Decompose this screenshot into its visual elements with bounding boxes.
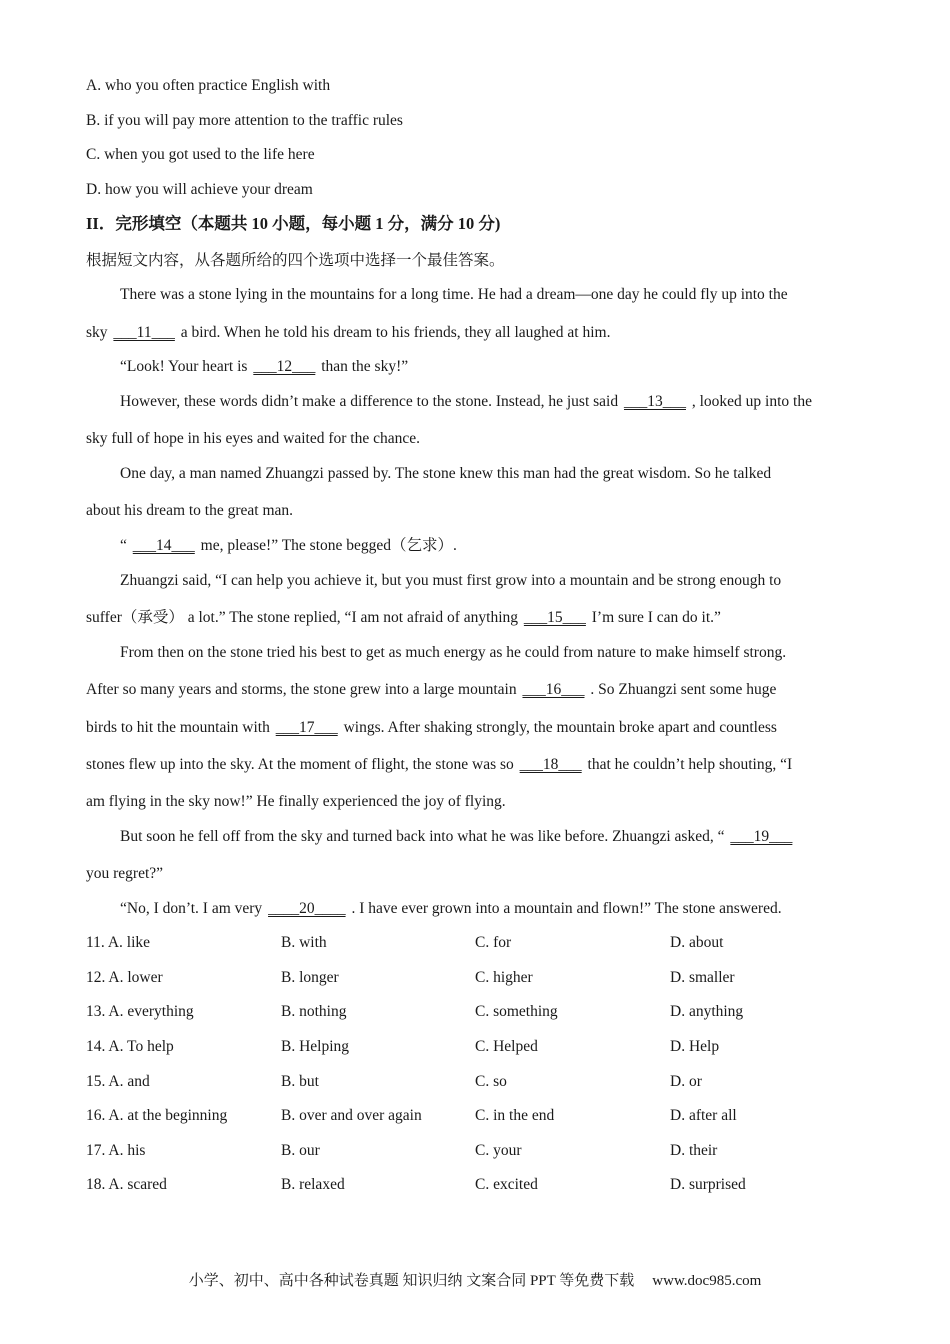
passage-line bbox=[86, 755, 792, 775]
text-span: stones flew up into the sky. At the moment of flight, the stone was so bbox=[86, 756, 518, 773]
prev-option-d: D. how you will achieve your dream bbox=[86, 181, 313, 198]
option-a: 18. A. scared bbox=[86, 1176, 167, 1193]
text-span: a bird. When he told his dream to his friends, they all laughed at him. bbox=[176, 324, 611, 341]
text-span: . I have ever grown into a mountain and flown!” The stone answered. bbox=[347, 900, 782, 917]
blank-14: ___14___ bbox=[132, 537, 195, 554]
option-a: 12. A. lower bbox=[86, 969, 163, 986]
option-c: C. for bbox=[475, 934, 512, 951]
option-a: 11. A. like bbox=[86, 934, 151, 951]
text-span: However, these words didn’t make a difference to the stone. Instead, he just said bbox=[120, 393, 622, 410]
text-span: “No, I don’t. I am very bbox=[120, 900, 267, 917]
question-row bbox=[86, 1037, 886, 1057]
passage-line bbox=[86, 718, 777, 738]
prev-option-c: C. when you got used to the life here bbox=[86, 146, 315, 163]
option-d: D. after all bbox=[670, 1107, 737, 1124]
option-b: B. relaxed bbox=[281, 1176, 345, 1193]
blank-16: ___16___ bbox=[522, 681, 585, 698]
option-d: D. anything bbox=[670, 1003, 744, 1020]
section-heading: II．完形填空（本题共 10 小题，每小题 1 分，满分 10 分) bbox=[86, 214, 501, 233]
passage-line bbox=[120, 827, 794, 847]
text-span: I’m sure I can do it.” bbox=[587, 609, 721, 626]
option-b: B. nothing bbox=[281, 1003, 347, 1020]
passage-line: There was a stone lying in the mountains for a long time. He had a dream—one day he could fly up into the bbox=[120, 286, 788, 303]
option-d: D. Help bbox=[670, 1038, 720, 1055]
text-span: , looked up into the bbox=[687, 393, 812, 410]
text-span: than the sky!” bbox=[317, 358, 409, 375]
question-row bbox=[86, 1175, 886, 1195]
text-span: “ bbox=[120, 537, 131, 554]
passage-line: One day, a man named Zhuangzi passed by. The stone knew this man had the great wisdom. So he talked bbox=[120, 465, 772, 482]
blank-20: ____20____ bbox=[268, 900, 346, 917]
option-d: D. smaller bbox=[670, 969, 735, 986]
passage-line: sky full of hope in his eyes and waited for the chance. bbox=[86, 430, 421, 447]
option-b: B. Helping bbox=[281, 1038, 350, 1055]
text-span: “Look! Your heart is bbox=[120, 358, 252, 375]
option-c: C. in the end bbox=[475, 1107, 555, 1124]
passage-line bbox=[120, 392, 812, 412]
option-b: B. but bbox=[281, 1073, 319, 1090]
blank-18: ___18___ bbox=[519, 756, 582, 773]
question-row bbox=[86, 1072, 886, 1092]
footer-text: 小学、初中、高中各种试卷真题 知识归纳 文案合同 PPT 等免费下载 bbox=[188, 1273, 635, 1289]
passage-line: you regret?” bbox=[86, 865, 164, 882]
option-c: C. Helped bbox=[475, 1038, 538, 1055]
option-c: C. so bbox=[475, 1073, 507, 1090]
passage-line: Zhuangzi said, “I can help you achieve it, but you must first grow into a mountain and be strong enough to bbox=[120, 572, 782, 589]
passage-line bbox=[86, 323, 610, 343]
blank-17: ___17___ bbox=[275, 719, 338, 736]
option-d: D. surprised bbox=[670, 1176, 746, 1193]
blank-15: ___15___ bbox=[523, 609, 586, 626]
blank-12: ___12___ bbox=[253, 358, 316, 375]
option-a: 14. A. To help bbox=[86, 1038, 174, 1055]
text-span: . So Zhuangzi sent some huge bbox=[586, 681, 777, 698]
passage-line bbox=[120, 899, 782, 919]
footer-url[interactable]: www.doc985.com bbox=[652, 1273, 762, 1289]
option-b: B. longer bbox=[281, 969, 339, 986]
text-span: sky bbox=[86, 324, 112, 341]
option-a: 17. A. his bbox=[86, 1142, 146, 1159]
passage-line bbox=[120, 536, 457, 556]
option-b: B. with bbox=[281, 934, 327, 951]
option-a: 16. A. at the beginning bbox=[86, 1107, 228, 1124]
prev-option-b: B. if you will pay more attention to the traffic rules bbox=[86, 112, 403, 129]
text-span: birds to hit the mountain with bbox=[86, 719, 274, 736]
text-span: suffer（承受） a lot.” The stone replied, “I am not afraid of anything bbox=[86, 609, 522, 626]
text-span: But soon he fell off from the sky and turned back into what he was like before. Zhuangzi asked, “ bbox=[120, 828, 729, 845]
option-c: C. your bbox=[475, 1142, 522, 1159]
option-d: D. their bbox=[670, 1142, 718, 1159]
text-span: me, please!” The stone begged（乞求）. bbox=[196, 537, 457, 554]
text-span: After so many years and storms, the stone grew into a large mountain bbox=[86, 681, 521, 698]
blank-13: ___13___ bbox=[623, 393, 686, 410]
text-span: wings. After shaking strongly, the mountain broke apart and countless bbox=[339, 719, 777, 736]
option-b: B. over and over again bbox=[281, 1107, 422, 1124]
question-row bbox=[86, 1002, 886, 1022]
question-row bbox=[86, 1106, 886, 1126]
blank-19: ___19___ bbox=[730, 828, 793, 845]
text-span: that he couldn’t help shouting, “I bbox=[583, 756, 793, 773]
option-c: C. excited bbox=[475, 1176, 538, 1193]
blank-11: ___11___ bbox=[113, 324, 175, 341]
passage-line: about his dream to the great man. bbox=[86, 502, 294, 519]
option-c: C. something bbox=[475, 1003, 558, 1020]
prev-option-a: A. who you often practice English with bbox=[86, 77, 331, 94]
section-instruction: 根据短文内容，从各题所给的四个选项中选择一个最佳答案。 bbox=[86, 252, 505, 269]
passage-line bbox=[86, 608, 721, 628]
question-row bbox=[86, 968, 886, 988]
passage-line bbox=[120, 357, 408, 377]
option-a: 13. A. everything bbox=[86, 1003, 194, 1020]
option-a: 15. A. and bbox=[86, 1073, 150, 1090]
option-d: D. or bbox=[670, 1073, 702, 1090]
passage-line bbox=[86, 680, 776, 700]
question-row bbox=[86, 1141, 886, 1161]
passage-line: am flying in the sky now!” He finally experienced the joy of flying. bbox=[86, 793, 506, 810]
question-row bbox=[86, 933, 886, 953]
option-d: D. about bbox=[670, 934, 724, 951]
passage-line: From then on the stone tried his best to get as much energy as he could from nature to make himself strong. bbox=[120, 644, 787, 661]
page-footer bbox=[0, 1269, 950, 1290]
option-c: C. higher bbox=[475, 969, 533, 986]
option-b: B. our bbox=[281, 1142, 320, 1159]
